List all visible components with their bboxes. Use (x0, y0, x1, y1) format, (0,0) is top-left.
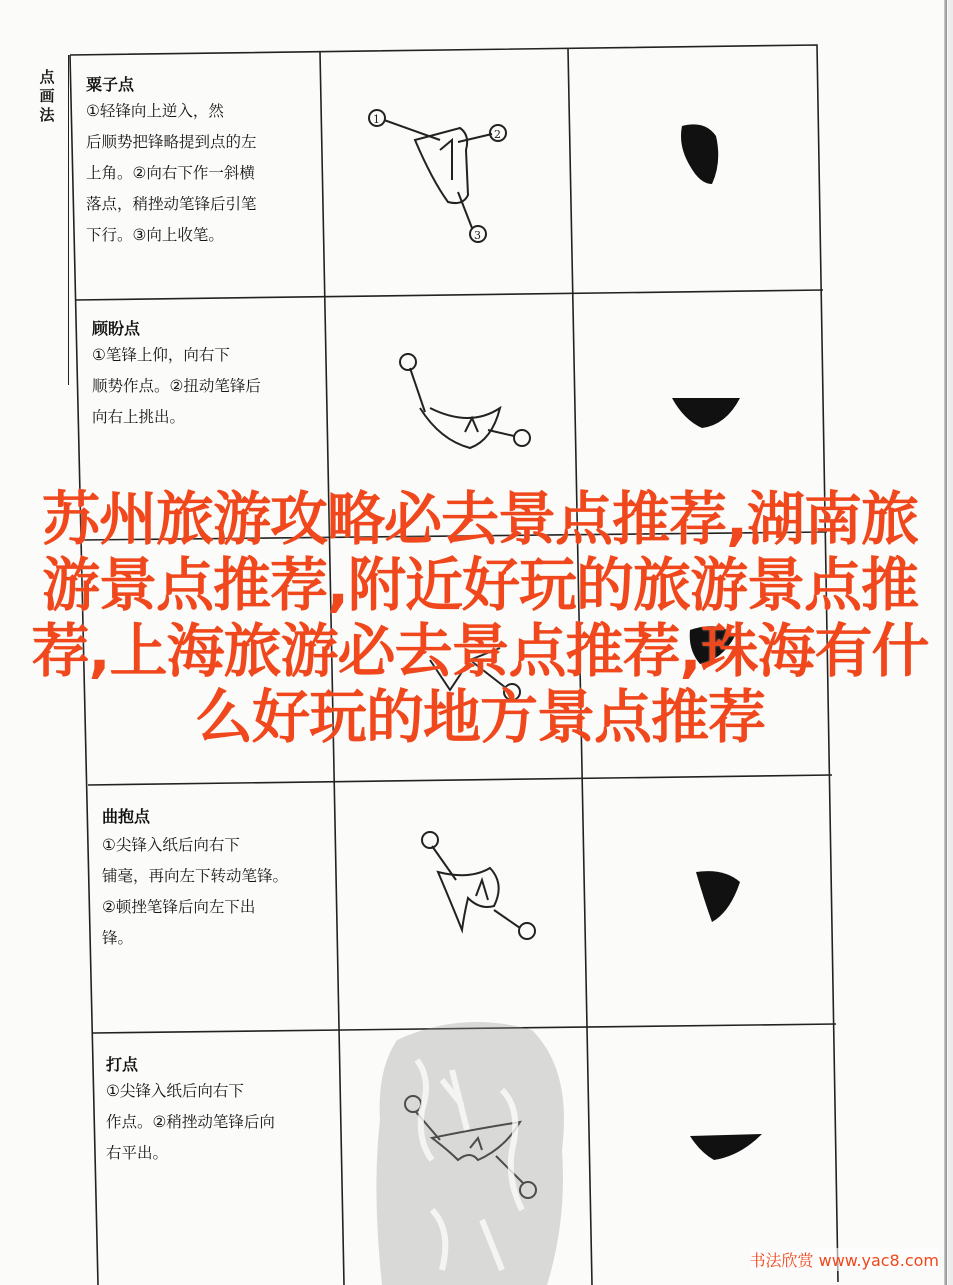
marker-label: 3 (474, 229, 481, 242)
filled-dot (690, 1134, 762, 1160)
hugging-dot-diagram (422, 832, 535, 939)
stroke-description: ①尖锋入纸后向右下 作点。②稍挫动笔锋后向 右平出。 (106, 1082, 275, 1162)
stroke-name: 粟子点 (86, 75, 135, 94)
filled-dot (672, 398, 740, 428)
filled-dot (696, 871, 740, 922)
stroke-description: ①轻锋向上逆入，然 后顺势把锋略提到点的左 上角。②向右下作一斜横 落点，稍挫动笔锋后引笔 下行。③向上收笔。 (86, 102, 257, 244)
stroke-name: 顾盼点 (92, 319, 141, 338)
chestnut-dot-diagram (369, 110, 506, 242)
side-label-char: 画 (39, 87, 55, 105)
site-watermark: 书法欣赏 www.yac8.com (750, 1248, 939, 1271)
marker-label: 2 (494, 128, 501, 141)
glance-dot-diagram (400, 354, 530, 448)
stroke-name: 曲抱点 (102, 807, 151, 826)
stroke-name: 打点 (106, 1055, 139, 1074)
marker-label: 1 (373, 113, 380, 126)
stroke-description: ①笔锋上仰，向右下 顺势作点。②扭动笔锋后 向右上挑出。 (92, 346, 261, 426)
seal-watermark (372, 1010, 572, 1285)
side-label-char: 法 (39, 106, 55, 124)
filled-dot (681, 124, 718, 184)
side-label-char: 点 (39, 68, 55, 86)
overlay-headline: 苏州旅游攻略必去景点推荐,湖南旅游景点推荐,附近好玩的旅游景点推荐,上海旅游必去景点推荐,珠海有什么好玩的地方景点推荐 (31, 485, 929, 751)
stroke-description: ①尖锋入纸后向右下 铺毫，再向左下转动笔锋。 ②顿挫笔锋后向左下出 锋。 (102, 836, 289, 947)
